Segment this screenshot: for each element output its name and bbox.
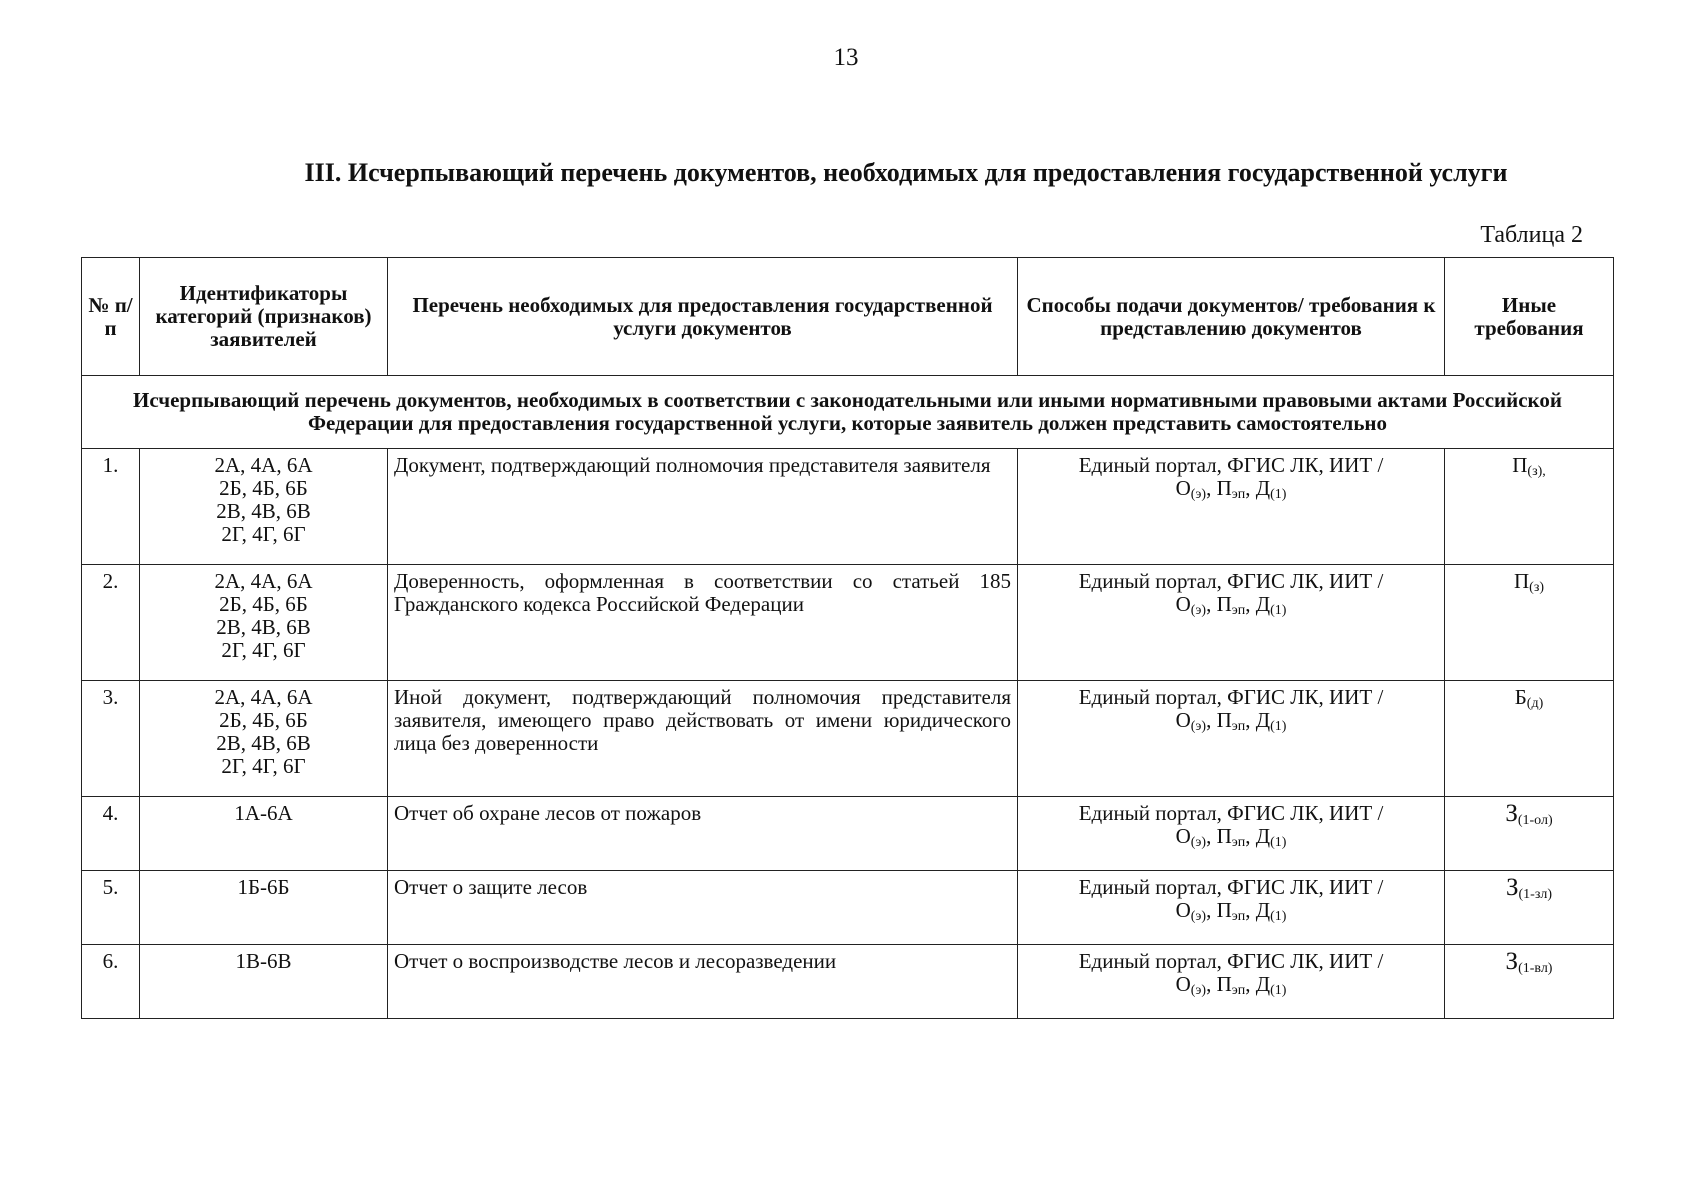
applicant-id-line: 2А, 4А, 6А bbox=[214, 569, 313, 593]
header-num: № п/п bbox=[82, 258, 140, 376]
applicant-ids bbox=[140, 797, 388, 871]
submission-ways bbox=[1018, 449, 1445, 565]
row-number: 3. bbox=[82, 681, 140, 797]
submission-ways-line: Единый портал, ФГИС ЛК, ИИТ / bbox=[1078, 949, 1384, 973]
row-number: 4. bbox=[82, 797, 140, 871]
document-name: Документ, подтверждающий полномочия представителя заявителя bbox=[388, 449, 1018, 565]
section-title: III. Исчерпывающий перечень документов, необходимых для предоставления государственной услуги bbox=[304, 158, 1508, 187]
row-number: 1. bbox=[82, 449, 140, 565]
submission-codes: $О_{(э)}$, $П_{эп}$, $Д_{(1)}$ bbox=[1175, 708, 1287, 734]
table-row bbox=[82, 681, 1614, 797]
header-reqs: Иные требования bbox=[1445, 258, 1614, 376]
applicant-ids bbox=[140, 945, 388, 1019]
document-name: Отчет об охране лесов от пожаров bbox=[388, 797, 1018, 871]
table-subheader: Исчерпывающий перечень документов, необходимых в соответствии с законодательными или иными нормативными правовыми актами Российской Федерации для предоставления государственной услуги, которые заявитель должен представить самостоятельно bbox=[82, 376, 1614, 449]
applicant-id-line: 2А, 4А, 6А bbox=[214, 453, 313, 477]
table-row bbox=[82, 945, 1614, 1019]
table-header-row bbox=[82, 258, 1614, 376]
applicant-id-line: 2Г, 4Г, 6Г bbox=[221, 754, 306, 778]
applicant-ids bbox=[140, 871, 388, 945]
other-requirements: $Б_{(д)}$ bbox=[1445, 681, 1614, 797]
page-number: 13 bbox=[833, 44, 859, 71]
applicant-id-line: 2Б, 4Б, 6Б bbox=[219, 476, 308, 500]
applicant-id-line: 2Б, 4Б, 6Б bbox=[219, 592, 308, 616]
applicant-id-line: 1Б-6Б bbox=[237, 875, 290, 899]
submission-codes: $О_{(э)}$, $П_{эп}$, $Д_{(1)}$ bbox=[1175, 592, 1287, 618]
applicant-id-line: 2А, 4А, 6А bbox=[214, 685, 313, 709]
table-subheader-row bbox=[82, 376, 1614, 449]
header-docs: Перечень необходимых для предоставления государственной услуги документов bbox=[388, 258, 1018, 376]
header-ids: Идентификаторы категорий (признаков) заявителей bbox=[140, 258, 388, 376]
table-row bbox=[82, 449, 1614, 565]
other-requirements: $П_{(з)}$ bbox=[1445, 565, 1614, 681]
table-row bbox=[82, 797, 1614, 871]
table-caption: Таблица 2 bbox=[1480, 222, 1583, 248]
submission-ways bbox=[1018, 681, 1445, 797]
submission-ways-line: Единый портал, ФГИС ЛК, ИИТ / bbox=[1078, 569, 1384, 593]
other-requirements: $З_{(1-ол)}$ bbox=[1445, 797, 1614, 871]
submission-codes: $О_{(э)}$, $П_{эп}$, $Д_{(1)}$ bbox=[1175, 898, 1287, 924]
table-row bbox=[82, 871, 1614, 945]
applicant-id-line: 1В-6В bbox=[235, 949, 292, 973]
applicant-id-line: 2В, 4В, 6В bbox=[216, 499, 311, 523]
submission-ways-line: Единый портал, ФГИС ЛК, ИИТ / bbox=[1078, 453, 1384, 477]
other-requirements: $З_{(1-зл)}$ bbox=[1445, 871, 1614, 945]
applicant-ids bbox=[140, 449, 388, 565]
document-name: Отчет о защите лесов bbox=[388, 871, 1018, 945]
applicant-id-line: 1А-6А bbox=[234, 801, 293, 825]
submission-codes: $О_{(э)}$, $П_{эп}$, $Д_{(1)}$ bbox=[1175, 972, 1287, 998]
applicant-id-line: 2Б, 4Б, 6Б bbox=[219, 708, 308, 732]
submission-ways bbox=[1018, 565, 1445, 681]
document-name: Доверенность, оформленная в соответствии со статьей 185 Гражданского кодекса Российской Федерации bbox=[388, 565, 1018, 681]
submission-codes: $О_{(э)}$, $П_{эп}$, $Д_{(1)}$ bbox=[1175, 824, 1287, 850]
applicant-id-line: 2В, 4В, 6В bbox=[216, 615, 311, 639]
document-name: Иной документ, подтверждающий полномочия представителя заявителя, имеющего право действовать от имени юридического лица без доверенности bbox=[388, 681, 1018, 797]
document-name: Отчет о воспроизводстве лесов и лесоразведении bbox=[388, 945, 1018, 1019]
submission-ways bbox=[1018, 797, 1445, 871]
submission-ways-line: Единый портал, ФГИС ЛК, ИИТ / bbox=[1078, 685, 1384, 709]
row-number: 5. bbox=[82, 871, 140, 945]
submission-ways-line: Единый портал, ФГИС ЛК, ИИТ / bbox=[1078, 801, 1384, 825]
applicant-ids bbox=[140, 565, 388, 681]
row-number: 6. bbox=[82, 945, 140, 1019]
other-requirements: $П_{(з),}$ bbox=[1445, 449, 1614, 565]
header-ways: Способы подачи документов/ требования к представлению документов bbox=[1018, 258, 1445, 376]
submission-codes: $О_{(э)}$, $П_{эп}$, $Д_{(1)}$ bbox=[1175, 476, 1287, 502]
documents-table bbox=[81, 257, 1614, 1019]
applicant-id-line: 2Г, 4Г, 6Г bbox=[221, 522, 306, 546]
table-row bbox=[82, 565, 1614, 681]
row-number: 2. bbox=[82, 565, 140, 681]
applicant-ids bbox=[140, 681, 388, 797]
other-requirements: $З_{(1-вл)}$ bbox=[1445, 945, 1614, 1019]
submission-ways-line: Единый портал, ФГИС ЛК, ИИТ / bbox=[1078, 875, 1384, 899]
applicant-id-line: 2В, 4В, 6В bbox=[216, 731, 311, 755]
submission-ways bbox=[1018, 945, 1445, 1019]
submission-ways bbox=[1018, 871, 1445, 945]
applicant-id-line: 2Г, 4Г, 6Г bbox=[221, 638, 306, 662]
